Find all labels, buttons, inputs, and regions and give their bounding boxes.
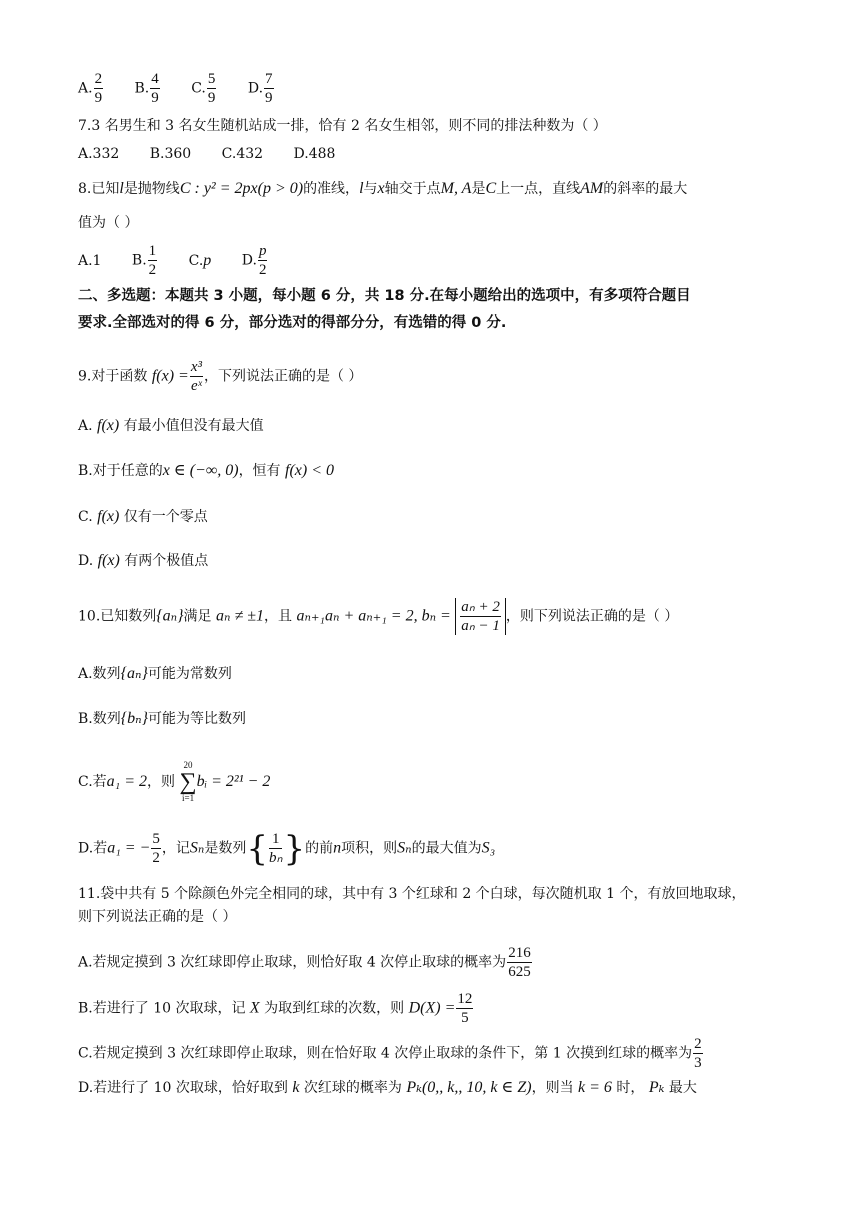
section-heading: 二、多选题：本题共 3 小题，每小题 6 分，共 18 分.在每小题给出的选项中，有多项符合题目 (78, 288, 691, 304)
q6-option-d[interactable]: D. $\frac{7}{9}$ (247, 71, 273, 106)
q11-option-a[interactable]: A.若规定摸到 3 次红球即停止取球，则恰好取 4 次停止取球的概率为 $\frac{216}{625}$ (78, 945, 531, 980)
q7-option-d[interactable]: D.488 (293, 146, 336, 162)
q11-stem: 11.袋中共有 5 个除颜色外完全相同的球，其中有 3 个红球和 2 个白球，每次随机取 1 个，有放回地取球， (78, 886, 746, 902)
q6-option-a[interactable]: A. $\frac{2}{9}$ (78, 71, 103, 106)
q7-option-b[interactable]: B.360 (149, 146, 192, 162)
q9-stem: 9.对于函数 f(x) = $\frac{\text{x³}}{\text{eˣ}}$ ，下列说法正确的是（ ） (78, 359, 363, 394)
q11-option-c[interactable]: C.若规定摸到 3 次红球即停止取球，则在恰好取 4 次停止取球的条件下，第 1 次摸到红球的概率为 $\frac{2}{3}$ (78, 1036, 702, 1071)
q10-option-b[interactable]: B.数列{bₙ}可能为等比数列 (78, 710, 247, 727)
q10-option-d[interactable]: D.若a₁ = − $\frac{5}{2}$ ，记Sₙ是数列{ $\frac{1}{\text{bₙ}}$ }的前n项积，则Sₙ的最大值为S₃ (78, 828, 496, 869)
q9-option-c[interactable]: C. f(x) 仅有一个零点 (78, 508, 208, 525)
q10-option-c[interactable]: C.若a₁ = 2，则 20 ∑ i=1 bᵢ = 2²¹ − 2 (78, 760, 271, 803)
q7-stem: 7.3 名男生和 3 名女生随机站成一排，恰有 2 名女生相邻，则不同的排法种数为（ ） (78, 118, 607, 134)
q9-option-a[interactable]: A. f(x) 有最小值但没有最大值 (78, 417, 264, 434)
q9-option-b[interactable]: B.对于任意的x ∈ (−∞, 0)，恒有 f(x) < 0 (78, 462, 335, 479)
q7-option-a[interactable]: A.332 (78, 146, 120, 162)
q11-option-d[interactable]: D.若进行了 10 次取球，恰好取到 k 次红球的概率为 Pₖ(0,, k,, 10, k ∈ Z)，则当 k = 6 时， Pₖ 最大 (78, 1079, 697, 1096)
q11-option-b[interactable]: B.若进行了 10 次取球，记 X 为取到红球的次数，则 D(X) = $\frac{12}{5}$ (78, 991, 473, 1026)
q8-option-c[interactable]: C.p (188, 251, 212, 269)
q10-option-a[interactable]: A.数列{aₙ}可能为常数列 (78, 665, 232, 682)
q11-stem-line2: 则下列说法正确的是（ ） (78, 909, 237, 925)
q8-options (78, 242, 294, 279)
q9-option-d[interactable]: D. f(x) 有两个极值点 (78, 552, 209, 569)
q10-stem: 10.已知数列{aₙ}满足 aₙ ≠ ±1，且 aₙ₊₁aₙ + aₙ₊₁ = 2, bₙ = $\frac{\text{aₙ + 2}}{\text{aₙ − 1}}$ ，则下列说法正确的是（ ） (78, 599, 679, 634)
q8-stem-line2: 值为（ ） (78, 215, 139, 231)
q8-option-b[interactable]: B. $\frac{1}{2}$ (131, 243, 157, 278)
q7-option-c[interactable]: C.432 (221, 146, 264, 162)
section-heading-line2: 要求.全部选对的得 6 分，部分选对的得部分分，有选错的得 0 分. (78, 315, 507, 331)
q8-option-d[interactable]: D. $\frac{p}{2}$ (241, 243, 267, 278)
q6-option-c[interactable]: C. $\frac{5}{9}$ (191, 71, 216, 106)
q8-option-a[interactable]: A.1 (78, 252, 102, 269)
q6-option-b[interactable]: B. $\frac{4}{9}$ (134, 71, 159, 106)
summation-sign: 20 ∑ i=1 (179, 760, 197, 803)
q8-stem: 8.已知l是抛物线C : y² = 2px(p > 0)的准线，l与x轴交于点M, A是C上一点，直线AM的斜率的最大 (78, 180, 688, 197)
q7-options (78, 144, 361, 164)
q6-options (78, 70, 301, 107)
